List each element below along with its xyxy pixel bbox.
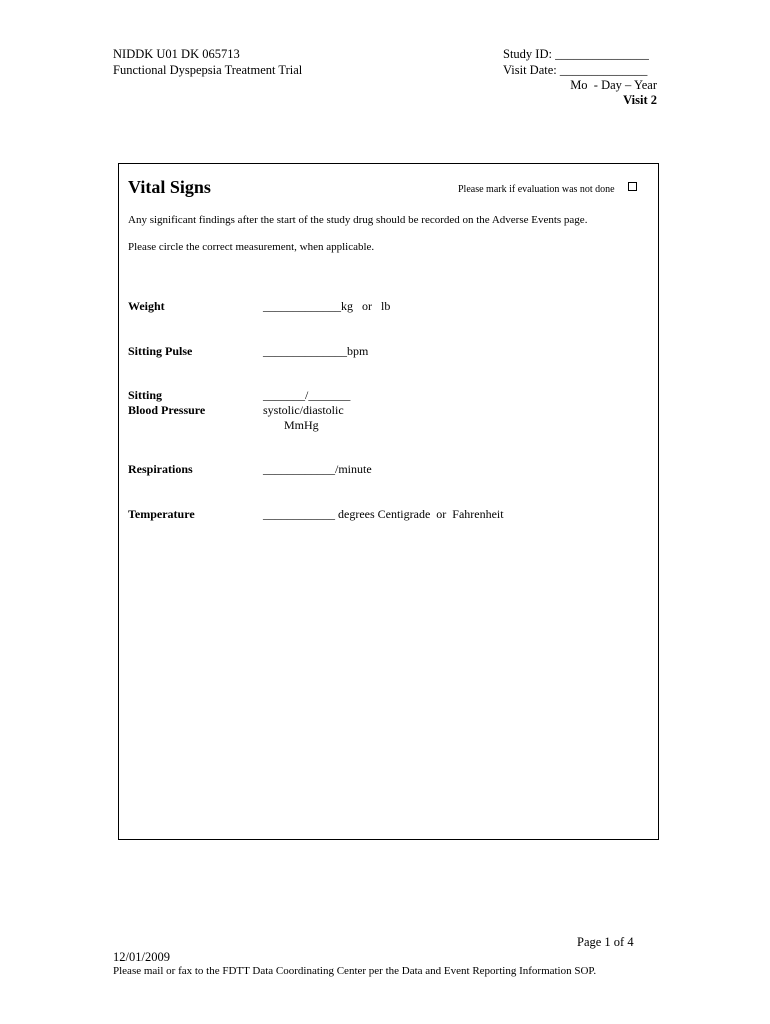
visit-date-field[interactable]: Visit Date: ______________ [503,63,648,77]
bp-unit: MmHg [263,418,319,432]
trial-name: Functional Dyspepsia Treatment Trial [113,63,303,77]
footer-note: Please mail or fax to the FDTT Data Coordinating Center per the Data and Event Reporting Information SOP. [113,965,597,977]
instruction-circle: Please circle the correct measurement, when applicable. [128,241,375,253]
not-done-label: Please mark if evaluation was not done [458,184,615,195]
grant-number: NIDDK U01 DK 065713 [113,47,240,61]
temperature-label: Temperature [128,507,195,521]
instruction-adverse-events: Any significant findings after the start of the study drug should be recorded on the Adverse Events page. [128,214,588,226]
vital-signs-form [118,163,659,840]
temperature-field[interactable]: ____________ degrees Centigrade or Fahrenheit [263,507,504,521]
form-title: Vital Signs [128,177,211,197]
bp-field-caption: systolic/diastolic [263,403,344,417]
respirations-field[interactable]: ____________/minute [263,462,372,476]
pulse-label: Sitting Pulse [128,344,193,358]
not-done-checkbox[interactable] [628,182,637,191]
bp-field[interactable]: _______/_______ [263,388,351,402]
respirations-label: Respirations [128,462,193,476]
page-number: Page 1 of 4 [577,935,634,949]
bp-label-sitting: Sitting [128,388,163,402]
pulse-field[interactable]: ______________bpm [263,344,369,358]
visit-label: Visit 2 [623,93,657,107]
weight-field[interactable]: _____________kg or lb [263,299,391,313]
date-format-hint: Mo - Day – Year [570,78,657,92]
weight-label: Weight [128,299,165,313]
footer-date: 12/01/2009 [113,950,170,964]
study-id-field[interactable]: Study ID: _______________ [503,47,649,61]
bp-label-blood-pressure: Blood Pressure [128,403,206,417]
